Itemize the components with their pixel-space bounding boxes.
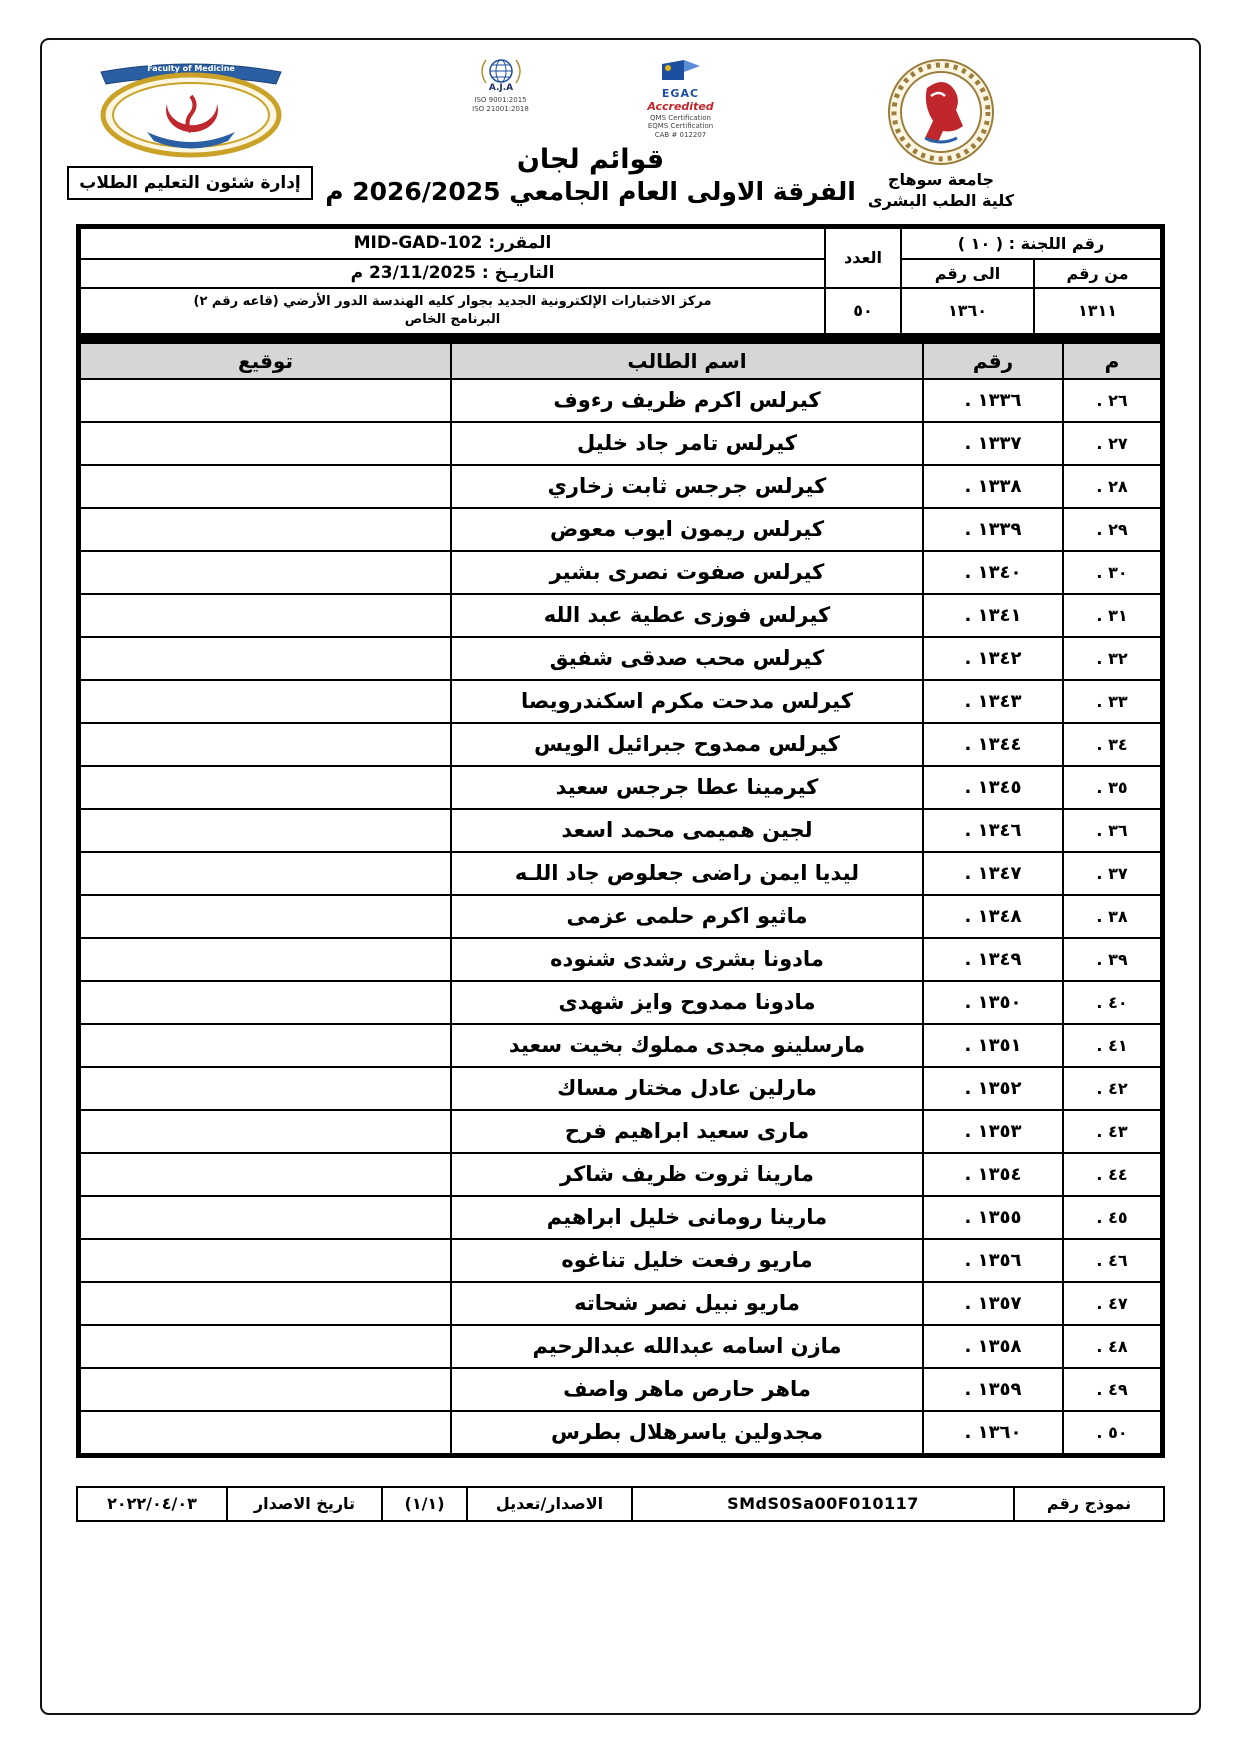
number-cell: ١٣٤٩ .: [923, 938, 1063, 981]
serial-cell: ٣٦ .: [1063, 809, 1161, 852]
serial-cell: ٢٧ .: [1063, 422, 1161, 465]
egac-cert-line1: QMS Certification: [650, 113, 711, 122]
signature-cell: [80, 379, 451, 422]
faculty-block: [60, 58, 320, 200]
signature-cell: [80, 981, 451, 1024]
signature-cell: [80, 723, 451, 766]
number-cell: ١٣٥٣ .: [923, 1110, 1063, 1153]
serial-cell: ٣٢ .: [1063, 637, 1161, 680]
table-row: [80, 1110, 1161, 1153]
number-cell: ١٣٤٤ .: [923, 723, 1063, 766]
number-cell: ١٣٥١ .: [923, 1024, 1063, 1067]
name-column-header: اسم الطالب: [451, 343, 923, 379]
table-row: [80, 1411, 1161, 1454]
signature-cell: [80, 594, 451, 637]
number-cell: ١٣٤٥ .: [923, 766, 1063, 809]
serial-cell: ٤٦ .: [1063, 1239, 1161, 1282]
committee-info-table: [79, 227, 1162, 335]
egac-cert-line2: EQMS Certification: [647, 122, 714, 131]
serial-cell: ٣١ .: [1063, 594, 1161, 637]
signature-cell: [80, 1067, 451, 1110]
table-row: [80, 551, 1161, 594]
table-row: [80, 508, 1161, 551]
issue-revision-label: الاصدار/تعديل: [467, 1487, 632, 1521]
signature-cell: [80, 1325, 451, 1368]
to-number-value: ١٣٦٠: [901, 288, 1034, 334]
course-code: المقرر: MID-GAD-102: [80, 228, 825, 259]
name-cell: ماريو رفعت خليل تناغوه: [451, 1239, 923, 1282]
number-cell: ١٣٣٧ .: [923, 422, 1063, 465]
name-cell: كيرلس مدحت مكرم اسكندرويصا: [451, 680, 923, 723]
signature-column-header: توقيع: [80, 343, 451, 379]
signature-cell: [80, 809, 451, 852]
table-row: [80, 1153, 1161, 1196]
name-cell: كيرلس فوزى عطية عبد الله: [451, 594, 923, 637]
number-cell: ١٣٤١ .: [923, 594, 1063, 637]
name-cell: مارسلينو مجدى مملوك بخيت سعيد: [451, 1024, 923, 1067]
signature-cell: [80, 1368, 451, 1411]
university-block: [861, 58, 1021, 212]
serial-cell: ٤١ .: [1063, 1024, 1161, 1067]
name-cell: ليديا ايمن راضى جعلوص جاد اللـه: [451, 852, 923, 895]
egac-emblem-icon: [658, 58, 704, 84]
table-row: [80, 637, 1161, 680]
name-cell: كيرلس جرجس ثابت زخاري: [451, 465, 923, 508]
table-header-row: [80, 343, 1161, 379]
number-cell: ١٣٤٦ .: [923, 809, 1063, 852]
table-row: [80, 680, 1161, 723]
section-divider: [79, 335, 1162, 342]
signature-cell: [80, 551, 451, 594]
committee-number: رقم اللجنة : ( ١٠ ): [901, 228, 1161, 259]
number-cell: ١٣٤٠ .: [923, 551, 1063, 594]
egac-logo: [621, 58, 741, 140]
signature-cell: [80, 852, 451, 895]
number-cell: ١٣٥٦ .: [923, 1239, 1063, 1282]
name-cell: ماريو نبيل نصر شحاته: [451, 1282, 923, 1325]
faculty-logo: [83, 58, 298, 158]
table-row: [80, 1325, 1161, 1368]
header: [60, 58, 1181, 212]
number-cell: ١٣٤٢ .: [923, 637, 1063, 680]
university-name: جامعة سوهاج: [887, 170, 995, 189]
name-cell: مازن اسامه عبدالله عبدالرحيم: [451, 1325, 923, 1368]
count-value: ٥٠: [825, 288, 901, 334]
aja-iso-line2: ISO 21001:2018: [472, 105, 529, 114]
serial-column-header: م: [1063, 343, 1161, 379]
number-cell: ١٣٥٩ .: [923, 1368, 1063, 1411]
aja-logo: [441, 58, 561, 114]
signature-cell: [80, 508, 451, 551]
number-column-header: رقم: [923, 343, 1063, 379]
table-row: [80, 1368, 1161, 1411]
serial-cell: ٤٢ .: [1063, 1067, 1161, 1110]
number-cell: ١٣٥٥ .: [923, 1196, 1063, 1239]
egac-accredited: Accredited: [647, 100, 714, 114]
serial-cell: ٤٠ .: [1063, 981, 1161, 1024]
name-cell: مجدولين ياسرهلال بطرس: [451, 1411, 923, 1454]
table-row: [80, 379, 1161, 422]
signature-cell: [80, 938, 451, 981]
serial-cell: ٣٠ .: [1063, 551, 1161, 594]
number-cell: ١٣٣٨ .: [923, 465, 1063, 508]
signature-cell: [80, 1196, 451, 1239]
number-cell: ١٣٥٧ .: [923, 1282, 1063, 1325]
egac-name: EGAC: [661, 87, 700, 101]
signature-cell: [80, 1110, 451, 1153]
aja-globe-icon: [466, 58, 536, 92]
faculty-name: كلية الطب البشرى: [867, 190, 1015, 210]
name-cell: ماهر حارص ماهر واصف: [451, 1368, 923, 1411]
name-cell: كيرمينا عطا جرجس سعيد: [451, 766, 923, 809]
university-logo: [887, 58, 995, 166]
name-cell: مادونا ممدوح وايز شهدى: [451, 981, 923, 1024]
exam-date: التاريـخ : 23/11/2025 م: [80, 259, 825, 288]
table-row: [80, 938, 1161, 981]
name-cell: مارلين عادل مختار مساك: [451, 1067, 923, 1110]
svg-text:A.J.A: A.J.A: [488, 83, 513, 92]
title-block: [320, 58, 861, 206]
students-tbody: [80, 379, 1161, 1454]
serial-cell: ٤٩ .: [1063, 1368, 1161, 1411]
admin-office-label: إدارة شئون التعليم الطلاب: [67, 166, 313, 200]
signature-cell: [80, 680, 451, 723]
name-cell: لجين هميمى محمد اسعد: [451, 809, 923, 852]
serial-cell: ٢٦ .: [1063, 379, 1161, 422]
name-cell: كيرلس اكرم ظريف رءوف: [451, 379, 923, 422]
issue-date-label: تاريخ الاصدار: [227, 1487, 382, 1521]
form-serial-value: SMdS0Sa00F010117: [632, 1487, 1014, 1521]
serial-cell: ٤٧ .: [1063, 1282, 1161, 1325]
name-cell: كيرلس محب صدقى شفيق: [451, 637, 923, 680]
page-title: قوائم لجان: [516, 143, 665, 175]
name-cell: كيرلس ريمون ايوب معوض: [451, 508, 923, 551]
serial-cell: ٣٣ .: [1063, 680, 1161, 723]
count-label: العدد: [825, 228, 901, 288]
table-row: [80, 809, 1161, 852]
name-cell: مادونا بشرى رشدى شنوده: [451, 938, 923, 981]
serial-cell: ٣٥ .: [1063, 766, 1161, 809]
name-cell: مارينا ثروت ظريف شاكر: [451, 1153, 923, 1196]
number-cell: ١٣٥٤ .: [923, 1153, 1063, 1196]
number-cell: ١٣٤٨ .: [923, 895, 1063, 938]
table-row: [80, 895, 1161, 938]
serial-cell: ٤٤ .: [1063, 1153, 1161, 1196]
issue-date-value: ٢٠٢٢/٠٤/٠٣: [77, 1487, 227, 1521]
serial-cell: ٣٨ .: [1063, 895, 1161, 938]
number-cell: ١٣٦٠ .: [923, 1411, 1063, 1454]
signature-cell: [80, 637, 451, 680]
footer-table: [76, 1486, 1165, 1522]
table-row: [80, 1282, 1161, 1325]
table-row: [80, 594, 1161, 637]
signature-cell: [80, 766, 451, 809]
signature-cell: [80, 1239, 451, 1282]
footer-row: [77, 1487, 1164, 1521]
table-row: [80, 723, 1161, 766]
students-table: [79, 342, 1162, 1455]
serial-cell: ٣٧ .: [1063, 852, 1161, 895]
form-number-label: نموذج رقم: [1014, 1487, 1164, 1521]
committee-box: [76, 224, 1165, 1458]
serial-cell: ٢٩ .: [1063, 508, 1161, 551]
number-cell: ١٣٣٦ .: [923, 379, 1063, 422]
issue-revision-value: (١/١): [382, 1487, 467, 1521]
serial-cell: ٥٠ .: [1063, 1411, 1161, 1454]
signature-cell: [80, 1411, 451, 1454]
serial-cell: ٤٥ .: [1063, 1196, 1161, 1239]
number-cell: ١٣٤٧ .: [923, 852, 1063, 895]
number-cell: ١٣٥٠ .: [923, 981, 1063, 1024]
number-cell: ١٣٣٩ .: [923, 508, 1063, 551]
exam-location-line2: البرنامج الخاص: [404, 311, 501, 327]
table-row: [80, 1067, 1161, 1110]
aja-iso-line1: ISO 9001:2015: [474, 96, 527, 105]
signature-cell: [80, 1024, 451, 1067]
svg-text:Faculty of Medicine: Faculty of Medicine: [146, 64, 235, 73]
exam-location-line1: مركز الاختبارات الإلكترونية الجديد بجوار كليه الهندسة الدور الأرضي (قاعه رقم ٢): [193, 294, 712, 310]
number-cell: ١٣٤٣ .: [923, 680, 1063, 723]
name-cell: مارى سعيد ابراهيم فرح: [451, 1110, 923, 1153]
table-row: [80, 465, 1161, 508]
number-cell: ١٣٥٢ .: [923, 1067, 1063, 1110]
name-cell: كيرلس صفوت نصرى بشير: [451, 551, 923, 594]
signature-cell: [80, 1282, 451, 1325]
from-number-value: ١٣١١: [1034, 288, 1161, 334]
table-row: [80, 422, 1161, 465]
serial-cell: ٣٩ .: [1063, 938, 1161, 981]
signature-cell: [80, 422, 451, 465]
number-cell: ١٣٥٨ .: [923, 1325, 1063, 1368]
table-row: [80, 766, 1161, 809]
signature-cell: [80, 895, 451, 938]
table-row: [80, 981, 1161, 1024]
signature-cell: [80, 1153, 451, 1196]
egac-cert-line3: CAB # 012207: [654, 131, 707, 140]
to-number-label: الى رقم: [901, 259, 1034, 288]
from-number-label: من رقم: [1034, 259, 1161, 288]
name-cell: كيرلس تامر جاد خليل: [451, 422, 923, 465]
table-row: [80, 852, 1161, 895]
certification-logos: [320, 58, 861, 140]
table-row: [80, 1239, 1161, 1282]
page-subtitle: الفرقة الاولى العام الجامعي 2026/2025 م: [325, 176, 856, 206]
name-cell: مارينا رومانى خليل ابراهيم: [451, 1196, 923, 1239]
name-cell: ماثيو اكرم حلمى عزمى: [451, 895, 923, 938]
serial-cell: ٢٨ .: [1063, 465, 1161, 508]
name-cell: كيرلس ممدوح جبرائيل الويس: [451, 723, 923, 766]
table-row: [80, 1024, 1161, 1067]
serial-cell: ٤٣ .: [1063, 1110, 1161, 1153]
exam-location: [80, 288, 825, 334]
serial-cell: ٣٤ .: [1063, 723, 1161, 766]
signature-cell: [80, 465, 451, 508]
serial-cell: ٤٨ .: [1063, 1325, 1161, 1368]
table-row: [80, 1196, 1161, 1239]
